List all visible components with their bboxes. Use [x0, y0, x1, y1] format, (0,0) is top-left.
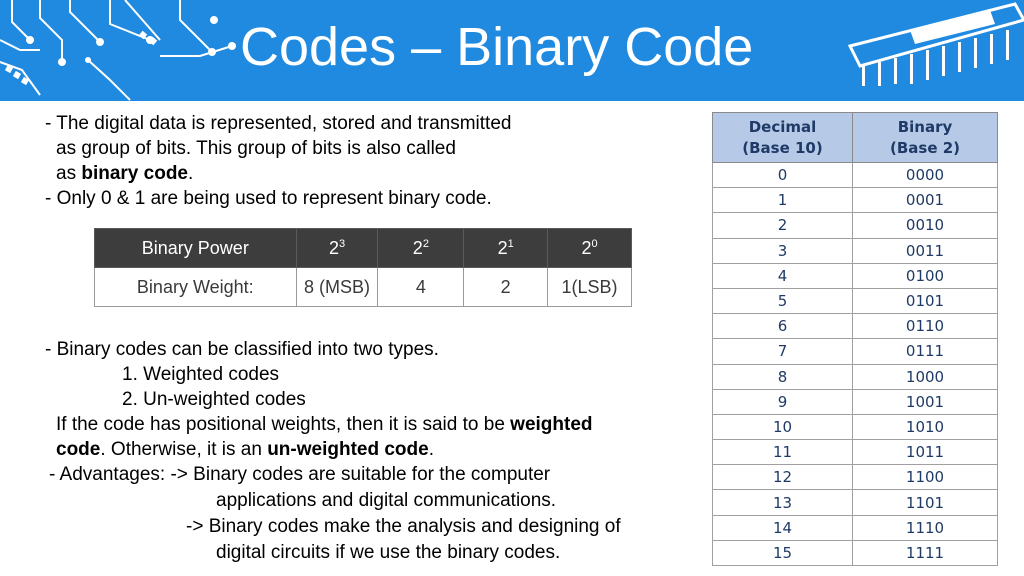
page-title: Codes – Binary Code — [240, 17, 754, 77]
table-cell: $2^1$ — [464, 229, 548, 268]
decimal-cell: 5 — [713, 288, 853, 313]
table-cell: 2 — [464, 268, 548, 307]
decimal-cell: 15 — [713, 540, 853, 565]
binary-cell: 0000 — [853, 163, 998, 188]
advantages-line-3: -> Binary codes make the analysis and designing of — [186, 516, 621, 537]
binary-cell: 1001 — [853, 389, 998, 414]
binary-column-header: Binary (Base 2) — [853, 113, 998, 163]
binary-cell: 1000 — [853, 364, 998, 389]
weighted-term: weighted — [510, 414, 593, 435]
types-line-5: code. Otherwise, it is an un-weighted code. — [56, 439, 434, 460]
table-row — [713, 288, 998, 313]
table-row — [713, 213, 998, 238]
decimal-column-header: Decimal (Base 10) — [713, 113, 853, 163]
decimal-binary-table — [712, 112, 998, 566]
table-row — [713, 490, 998, 515]
decimal-cell: 9 — [713, 389, 853, 414]
binary-cell: 0011 — [853, 238, 998, 263]
unweighted-term: un-weighted code — [267, 439, 429, 460]
decimal-cell: 0 — [713, 163, 853, 188]
binary-cell: 1011 — [853, 440, 998, 465]
intro-line-2: as group of bits. This group of bits is also called — [56, 138, 456, 159]
table-row — [713, 515, 998, 540]
types-item-1: 1. Weighted codes — [122, 364, 280, 385]
table-row — [713, 540, 998, 565]
table-row — [713, 389, 998, 414]
table-row — [713, 238, 998, 263]
types-item-2: 2. Un-weighted codes — [122, 389, 306, 410]
binary-cell: 0101 — [853, 288, 998, 313]
table-row — [713, 314, 998, 339]
table-row — [713, 188, 998, 213]
table-row — [95, 268, 632, 307]
binary-cell: 0110 — [853, 314, 998, 339]
decimal-cell: 1 — [713, 188, 853, 213]
decimal-cell: 3 — [713, 238, 853, 263]
decimal-cell: 6 — [713, 314, 853, 339]
binary-cell: 1101 — [853, 490, 998, 515]
decimal-cell: 12 — [713, 465, 853, 490]
decimal-cell: 10 — [713, 414, 853, 439]
table-row — [713, 263, 998, 288]
binary-weight-table — [94, 228, 632, 307]
table-cell: Binary Weight: — [95, 268, 297, 307]
decimal-cell: 14 — [713, 515, 853, 540]
binary-cell: 1110 — [853, 515, 998, 540]
binary-cell: 1111 — [853, 540, 998, 565]
binary-cell: 1100 — [853, 465, 998, 490]
binary-cell: 0111 — [853, 339, 998, 364]
advantages-line-4: digital circuits if we use the binary codes. — [216, 542, 561, 563]
intro-line-1: - The digital data is represented, stored and transmitted — [45, 113, 512, 134]
table-cell: 1(LSB) — [548, 268, 632, 307]
types-line-4: If the code has positional weights, then it is said to be weighted — [56, 414, 593, 435]
decimal-binary-table-body — [713, 163, 998, 566]
advantages-line-1: - Advantages: -> Binary codes are suitable for the computer — [49, 464, 551, 485]
table-cell: Binary Power — [95, 229, 297, 268]
table-cell: $2^3$ — [296, 229, 378, 268]
table-row — [713, 414, 998, 439]
binary-cell: 0010 — [853, 213, 998, 238]
decimal-cell: 8 — [713, 364, 853, 389]
binary-code-term: binary code — [81, 163, 189, 184]
table-row — [713, 364, 998, 389]
table-row — [713, 163, 998, 188]
table-cell: 4 — [378, 268, 464, 307]
table-header-row — [713, 113, 998, 163]
table-row — [713, 465, 998, 490]
table-row — [713, 339, 998, 364]
decimal-cell: 7 — [713, 339, 853, 364]
header-banner — [0, 0, 1024, 101]
table-cell: $2^0$ — [548, 229, 632, 268]
table-row — [95, 229, 632, 268]
binary-cell: 1010 — [853, 414, 998, 439]
binary-cell: 0100 — [853, 263, 998, 288]
decimal-cell: 4 — [713, 263, 853, 288]
decimal-cell: 13 — [713, 490, 853, 515]
intro-line-3: as binary code. — [56, 163, 194, 184]
table-cell: $2^2$ — [378, 229, 464, 268]
table-cell: 8 (MSB) — [296, 268, 378, 307]
binary-cell: 0001 — [853, 188, 998, 213]
types-line-1: - Binary codes can be classified into two types. — [45, 339, 439, 360]
decimal-cell: 2 — [713, 213, 853, 238]
decimal-cell: 11 — [713, 440, 853, 465]
table-row — [713, 440, 998, 465]
intro-line-4: - Only 0 & 1 are being used to represent binary code. — [45, 188, 492, 209]
advantages-line-2: applications and digital communications. — [216, 490, 557, 511]
